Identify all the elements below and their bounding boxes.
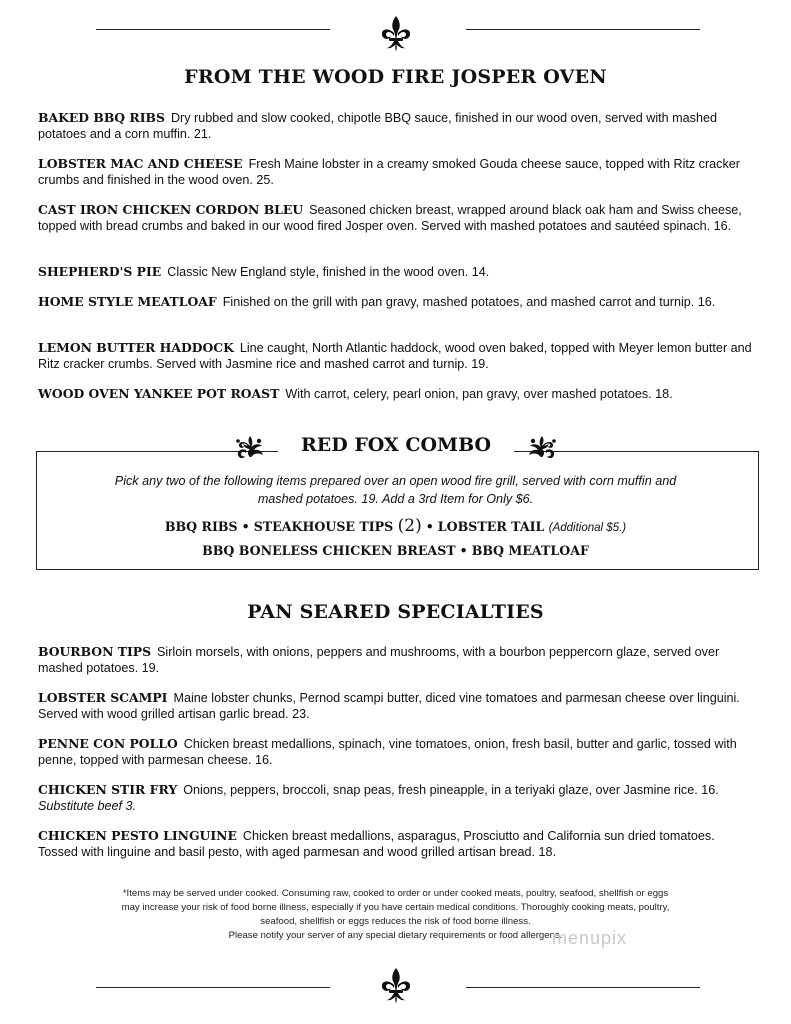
menu-item <box>38 156 753 188</box>
item-desc: With carrot, celery, pearl onion, pan gravy, over mashed potatoes. 18. <box>285 387 673 401</box>
section-title-wood-oven: FROM THE WOOD FIRE JOSPER OVEN <box>184 66 607 88</box>
menu-item <box>38 202 753 234</box>
item-desc: Line caught, North Atlantic haddock, wood oven baked, topped with Meyer lemon butter and Ritz cracker crumbs. Served with Jasmine rice and mashed carrot and turnip. 19. <box>38 341 752 371</box>
bottom-rule-left <box>96 987 330 988</box>
top-rule-right <box>466 29 700 30</box>
combo-option: BBQ RIBS <box>164 519 238 534</box>
item-name: CHICKEN PESTO LINGUINE <box>38 828 237 843</box>
item-desc: Fresh Maine lobster in a creamy smoked Gouda cheese sauce, topped with Ritz cracker crumbs and finished in the wood oven. 25. <box>38 157 740 187</box>
section-title-pan-seared: PAN SEARED SPECIALTIES <box>247 601 544 623</box>
item-desc: Seasoned chicken breast, wrapped around black oak ham and Swiss cheese, topped with bread crumbs and baked in our wood fired Josper oven. Served with mashed potatoes and sautéed spinach. 16. <box>38 203 742 233</box>
food-safety-disclaimer <box>60 887 731 943</box>
combo-options-line-1 <box>0 516 791 536</box>
combo-option: STEAKHOUSE TIPS <box>253 519 394 534</box>
item-name: LOBSTER MAC AND CHEESE <box>38 156 243 171</box>
menu-item <box>38 110 753 142</box>
combo-option-note: (Additional $5.) <box>548 522 627 534</box>
item-name: CHICKEN STIR FRY <box>38 782 178 797</box>
disclaimer-line: may increase your risk of food borne illness, especially if you have certain medical conditions. Thoroughly cooking meats, poultry, <box>121 902 670 913</box>
fleur-de-lis-icon <box>378 14 414 54</box>
menu-item <box>38 828 753 860</box>
menu-item <box>38 690 753 722</box>
combo-option-qty: (2) <box>397 516 422 536</box>
section-title-combo: RED FOX COMBO <box>278 434 514 456</box>
bottom-rule-right <box>466 987 700 988</box>
item-name: LEMON BUTTER HADDOCK <box>38 340 234 355</box>
combo-option: BBQ MEATLOAF <box>471 543 589 558</box>
item-desc: Dry rubbed and slow cooked, chipotle BBQ sauce, finished in our wood oven, served with mashed potatoes and a corn muffin. 21. <box>38 111 717 141</box>
combo-desc-line: mashed potatoes. 19. Add a 3rd Item for Only $6. <box>257 492 534 506</box>
item-name: WOOD OVEN YANKEE POT ROAST <box>38 386 280 401</box>
item-note: Substitute beef 3. <box>38 799 137 813</box>
menu-item <box>38 782 753 814</box>
menu-item <box>38 294 753 310</box>
combo-option: BBQ BONELESS CHICKEN BREAST <box>202 543 456 558</box>
item-name: BOURBON TIPS <box>38 644 152 659</box>
bullet-separator: • <box>425 519 434 534</box>
top-rule-left <box>96 29 330 30</box>
scroll-ornament-icon <box>234 432 266 464</box>
item-desc: Classic New England style, finished in the wood oven. 14. <box>167 265 490 279</box>
item-name: CAST IRON CHICKEN CORDON BLEU <box>38 202 304 217</box>
menu-item <box>38 736 753 768</box>
disclaimer-line: *Items may be served under cooked. Consuming raw, cooked to order or under cooked meats, poultry, seafood, shellfish or eggs <box>122 888 669 899</box>
scroll-ornament-icon <box>526 432 558 464</box>
menu-item <box>38 340 753 372</box>
item-desc: Sirloin morsels, with onions, peppers and mushrooms, with a bourbon peppercorn glaze, served over mashed potatoes. 19. <box>38 645 720 675</box>
menu-item <box>38 264 753 280</box>
combo-description <box>60 472 731 508</box>
item-name: BAKED BBQ RIBS <box>38 110 165 125</box>
item-desc: Chicken breast medallions, asparagus, Prosciutto and California sun dried tomatoes. Tossed with linguine and basil pesto, with aged parmesan and wood grilled artisan bread. 18. <box>38 829 715 859</box>
item-desc: Chicken breast medallions, spinach, vine tomatoes, onion, fresh basil, butter and garlic, tossed with penne, topped with parmesan cheese. 16. <box>38 737 737 767</box>
bullet-separator: • <box>459 543 468 558</box>
menu-item <box>38 386 753 402</box>
combo-options-line-2 <box>0 543 791 558</box>
combo-option: LOBSTER TAIL <box>437 519 545 534</box>
item-name: SHEPHERD'S PIE <box>38 264 162 279</box>
disclaimer-line: seafood, shellfish or eggs reduces the risk of food borne illness. <box>260 916 531 927</box>
item-name: PENNE CON POLLO <box>38 736 178 751</box>
watermark: menupix <box>552 928 628 948</box>
bullet-separator: • <box>241 519 250 534</box>
item-desc: Onions, peppers, broccoli, snap peas, fresh pineapple, in a teriyaki glaze, over Jasmine rice. 16. <box>183 783 719 797</box>
item-desc: Finished on the grill with pan gravy, mashed potatoes, and mashed carrot and turnip. 16. <box>222 295 716 309</box>
menu-item <box>38 644 753 676</box>
item-name: LOBSTER SCAMPI <box>38 690 168 705</box>
combo-desc-line: Pick any two of the following items prepared over an open wood fire grill, served with corn muffin and <box>114 474 677 488</box>
item-desc: Maine lobster chunks, Pernod scampi butter, diced vine tomatoes and parmesan cheese over linguini. Served with wood grilled artisan garlic bread. 23. <box>38 691 740 721</box>
fleur-de-lis-icon <box>378 966 414 1006</box>
disclaimer-line: Please notify your server of any special dietary requirements or food allergens. <box>228 930 563 941</box>
item-name: HOME STYLE MEATLOAF <box>38 294 217 309</box>
